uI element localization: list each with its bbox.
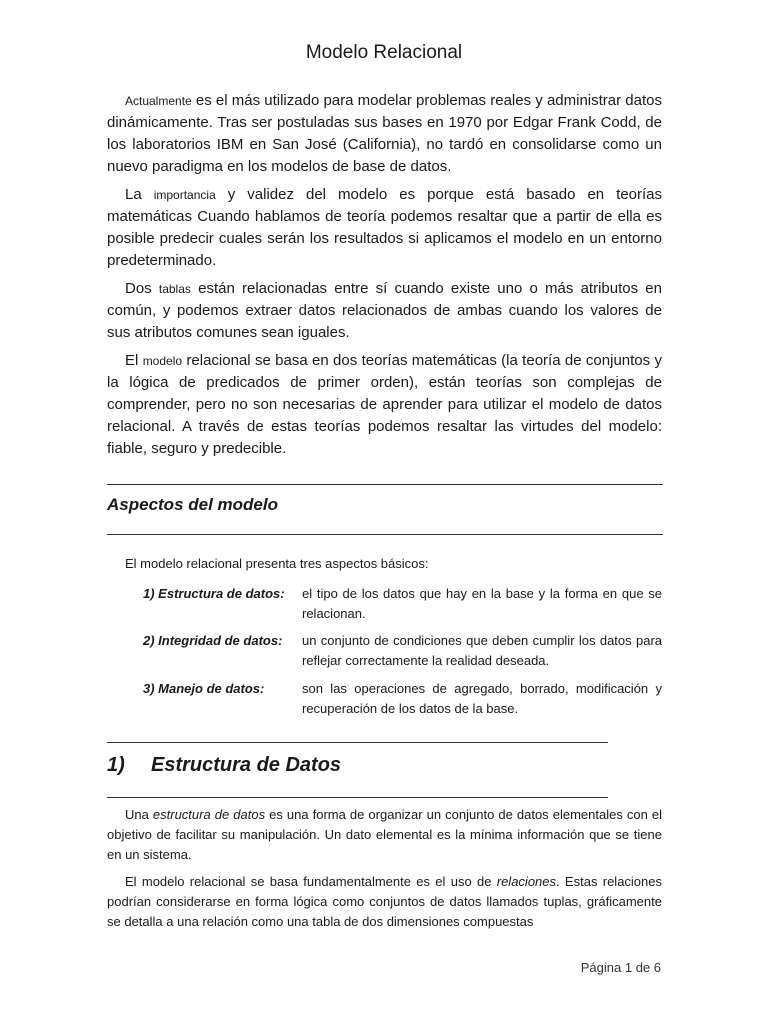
paragraph-text: es una forma de organizar un conjunto de datos elementales con el objetivo de facilitar su manipulación. Un dato elemental es la mínima información que se tiene en un sistema. — [107, 807, 662, 862]
lead-word: Actualmente — [125, 94, 192, 108]
page-number: Página 1 de 6 — [580, 960, 661, 975]
intro-paragraph-1 — [107, 90, 662, 178]
emphasized-term: relaciones — [496, 874, 557, 889]
aspects-intro: El modelo relacional presenta tres aspectos básicos: — [125, 556, 429, 571]
section-title: Estructura de Datos — [151, 754, 342, 776]
paragraph-prefix: Dos — [125, 280, 159, 297]
intro-paragraph-3 — [107, 278, 662, 344]
paragraph-prefix: La — [125, 186, 154, 203]
paragraph-text: están relacionadas entre sí cuando existe uno o más atributos en común, y podemos extraer datos relacionados de ambas cuando los valores de sus atributos comunes sean iguales. — [107, 280, 662, 341]
aspect-term: 1) Estructura de datos: — [143, 586, 285, 601]
aspect-term: 2) Integridad de datos: — [143, 633, 283, 648]
intro-paragraph-4 — [107, 350, 662, 460]
emphasized-term: estructura de datos — [152, 807, 266, 822]
heading-rule-bottom — [107, 534, 663, 535]
paragraph-prefix: El modelo relacional se basa fundamentalmente es el uso de — [125, 874, 497, 889]
section-rule-top — [107, 742, 608, 743]
section-number: 1) — [107, 754, 125, 776]
paragraph-prefix: El — [125, 352, 143, 369]
heading-rule-top — [107, 484, 663, 485]
aspect-term: 3) Manejo de datos: — [143, 681, 265, 696]
lead-word: tablas — [158, 282, 191, 296]
paragraph-prefix: Una — [125, 807, 153, 822]
aspect-description: el tipo de los datos que hay en la base y la forma en que se relacionan. — [302, 586, 662, 621]
intro-paragraph-2 — [107, 184, 662, 272]
page-title: Modelo Relacional — [305, 42, 463, 63]
paragraph-text: relacional se basa en dos teorías matemáticas (la teoría de conjuntos y la lógica de predicados de primer orden), están teorías son complejas de comprender, pero no son necesarias de aprender para utilizar el modelo de datos relacional. A través de estas teorías podemos resaltar las virtudes del modelo: fiable, seguro y predecible. — [107, 352, 662, 457]
paragraph-text: y validez del modelo es porque está basado en teorías matemáticas Cuando hablamos de teoría podemos resaltar que a partir de ella es posible predecir cuales serán los resultados si aplicamos el modelo en un entorno predeterminado. — [107, 186, 663, 269]
section-heading — [107, 754, 341, 777]
lead-word: importancia — [153, 188, 216, 202]
aspects-heading: Aspectos del modelo — [107, 495, 278, 514]
section-paragraph-1 — [107, 805, 662, 865]
lead-word: modelo — [142, 354, 183, 368]
paragraph-text: es el más utilizado para modelar problemas reales y administrar datos dinámicamente. Tras ser postuladas sus bases en 1970 por Edgar Frank Codd, de los laboratorios IBM en San José (California), no tardó en consolidarse como un nuevo paradigma en los modelos de base de datos. — [107, 92, 662, 175]
paragraph-text: . Estas relaciones podrían considerarse en forma lógica como conjuntos de datos llamados tuplas, gráficamente se detalla a una relación como una tabla de dos dimensiones compuestas — [107, 874, 662, 929]
section-paragraph-2 — [107, 872, 662, 932]
aspect-description: un conjunto de condiciones que deben cumplir los datos para reflejar correctamente la realidad deseada. — [302, 633, 662, 668]
section-rule-bottom — [107, 797, 608, 798]
aspect-description: son las operaciones de agregado, borrado, modificación y recuperación de los datos de la base. — [302, 681, 662, 716]
